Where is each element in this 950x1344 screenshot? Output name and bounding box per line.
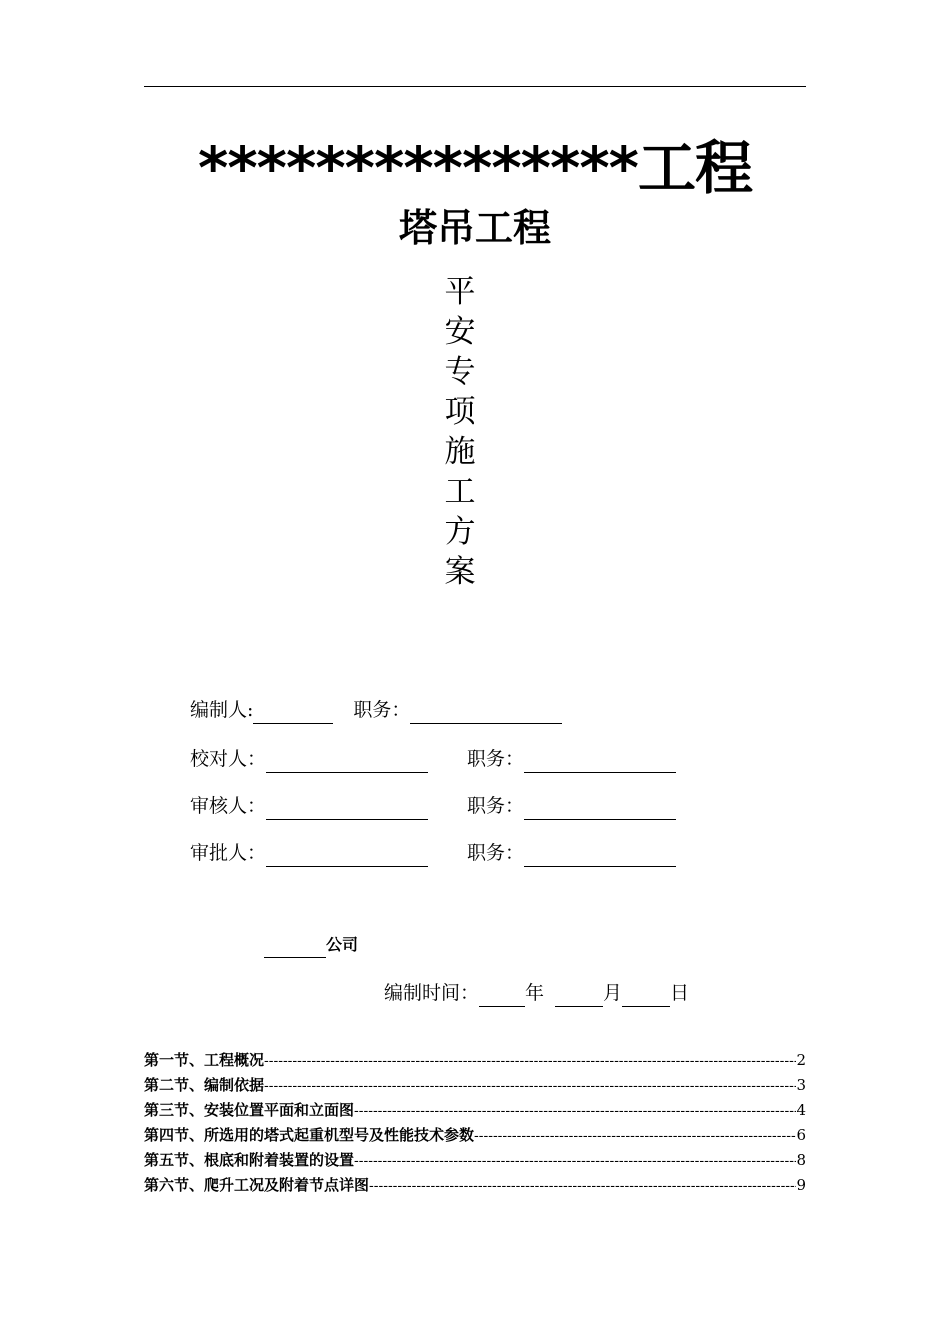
vertical-title-char: 专	[444, 354, 476, 390]
signature-blank[interactable]	[266, 752, 428, 773]
company-name-blank[interactable]	[264, 939, 326, 958]
compile-date	[384, 979, 689, 1007]
toc-entry-page: 8	[796, 1151, 806, 1169]
position-blank[interactable]	[524, 799, 676, 820]
day-blank[interactable]	[622, 986, 670, 1007]
year-label: 年	[525, 982, 545, 1004]
toc-entry[interactable]	[144, 1098, 806, 1123]
toc-entry-page: 9	[796, 1176, 806, 1194]
toc-entry-title: 第二节、编制依据	[144, 1076, 265, 1094]
vertical-title-char: 项	[444, 394, 476, 430]
signature-blank[interactable]	[266, 846, 428, 867]
toc-entry-title: 第四节、所选用的塔式起重机型号及性能技术参数	[144, 1126, 475, 1144]
signature-label: 编制人:	[190, 699, 254, 721]
vertical-title-char: 工	[444, 474, 476, 510]
position-label: 职务：	[467, 748, 525, 770]
signature-label: 审批人：	[190, 842, 267, 864]
toc-entry-title: 第三节、安装位置平面和立面图	[144, 1101, 355, 1119]
toc-entry-page: 6	[796, 1126, 806, 1144]
toc-entry-title: 第六节、爬升工况及附着节点详图	[144, 1176, 370, 1194]
company-line	[264, 932, 358, 958]
position-blank[interactable]	[410, 703, 562, 724]
signature-row-proofreader	[190, 745, 676, 773]
month-blank[interactable]	[555, 986, 603, 1007]
table-of-contents	[144, 1048, 806, 1198]
month-label: 月	[603, 982, 623, 1004]
toc-entry[interactable]	[144, 1123, 806, 1148]
signature-label: 校对人：	[190, 748, 267, 770]
company-suffix: 公司	[326, 935, 359, 954]
toc-leader	[354, 1149, 796, 1173]
toc-entry-page: 4	[796, 1101, 806, 1119]
signature-label: 审核人：	[190, 795, 267, 817]
date-label: 编制时间：	[384, 982, 480, 1004]
position-blank[interactable]	[524, 846, 676, 867]
signature-row-approver	[190, 839, 676, 867]
signature-blank[interactable]	[266, 799, 428, 820]
toc-leader	[354, 1099, 796, 1123]
position-label: 职务：	[353, 699, 411, 721]
toc-leader	[264, 1049, 796, 1073]
toc-entry[interactable]	[144, 1073, 806, 1098]
document-title: ***************工程	[198, 134, 752, 202]
signature-blank[interactable]	[253, 703, 333, 724]
toc-entry-title: 第五节、根底和附着装置的设置	[144, 1151, 355, 1169]
vertical-title-char: 平	[444, 274, 476, 310]
vertical-title	[440, 272, 480, 592]
position-blank[interactable]	[524, 752, 676, 773]
document-subtitle: 塔吊工程	[398, 206, 551, 250]
toc-entry-page: 2	[796, 1051, 806, 1069]
toc-entry[interactable]	[144, 1148, 806, 1173]
vertical-title-char: 施	[444, 434, 476, 470]
vertical-title-char: 安	[444, 314, 476, 350]
signature-row-reviewer	[190, 792, 676, 820]
header-rule	[144, 86, 806, 87]
vertical-title-char: 方	[444, 514, 476, 550]
toc-entry[interactable]	[144, 1173, 806, 1198]
toc-leader	[369, 1174, 796, 1198]
vertical-title-char: 案	[444, 554, 476, 590]
year-blank[interactable]	[479, 986, 525, 1007]
toc-entry[interactable]	[144, 1048, 806, 1073]
toc-leader	[474, 1124, 796, 1148]
toc-entry-page: 3	[796, 1076, 806, 1094]
signature-row-compiler	[190, 696, 562, 724]
toc-leader	[264, 1074, 796, 1098]
day-label: 日	[670, 982, 690, 1004]
toc-entry-title: 第一节、工程概况	[144, 1051, 265, 1069]
position-label: 职务：	[467, 795, 525, 817]
position-label: 职务：	[467, 842, 525, 864]
